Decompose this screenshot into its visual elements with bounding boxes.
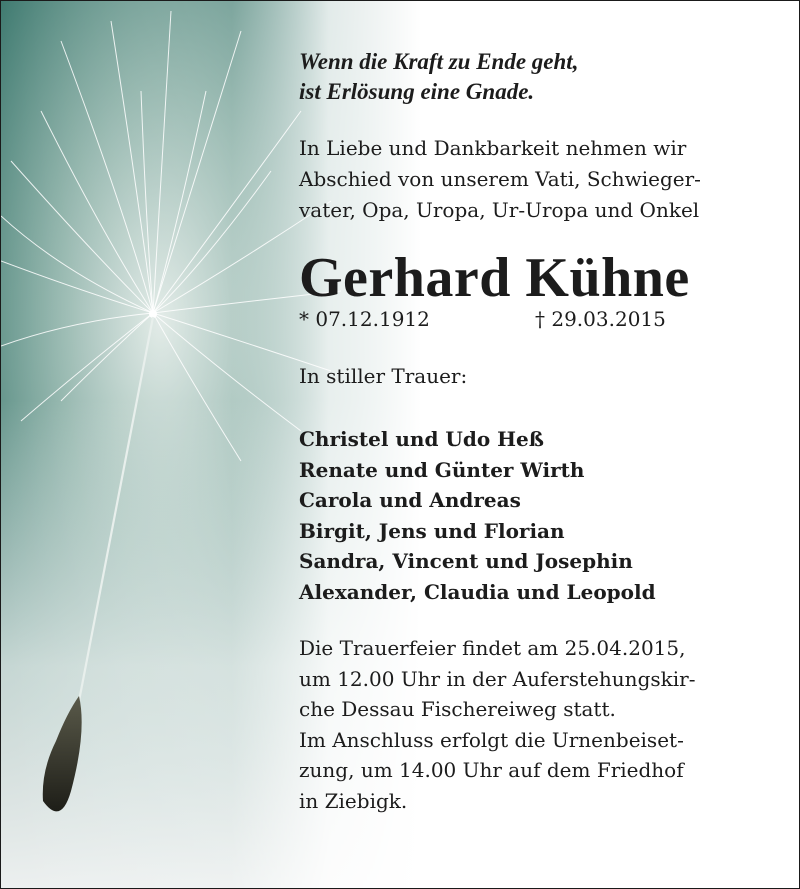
service-line: Im Anschluss erfolgt die Urnenbeiset- <box>299 727 684 752</box>
intro-line: In Liebe und Dankbarkeit nehmen wir <box>299 136 687 160</box>
birth-date: * 07.12.1912 <box>299 307 430 331</box>
seed-head <box>149 310 157 318</box>
family-member: Renate und Günter Wirth <box>299 457 585 482</box>
family-list <box>299 424 779 607</box>
deceased-name: Gerhard Kühne <box>299 247 690 309</box>
motto <box>299 47 779 107</box>
mourning-line: In stiller Trauer: <box>299 364 468 388</box>
service-info <box>299 633 771 816</box>
motto-line: ist Erlösung eine Gnade. <box>299 79 535 104</box>
motto-line: Wenn die Kraft zu Ende geht, <box>299 49 579 74</box>
service-line: che Dessau Fischereiweg statt. <box>299 697 616 721</box>
obituary-text <box>299 47 779 816</box>
family-member: Alexander, Claudia und Leopold <box>299 579 656 604</box>
intro-text <box>299 133 771 226</box>
life-dates <box>299 306 779 332</box>
death-date: † 29.03.2015 <box>535 307 666 331</box>
intro-line: Abschied von unserem Vati, Schwieger- <box>299 167 701 191</box>
service-line: um 12.00 Uhr in der Auferstehungskir- <box>299 666 696 691</box>
family-member: Carola und Andreas <box>299 488 521 512</box>
family-member: Birgit, Jens und Florian <box>299 518 565 543</box>
service-line: Die Trauerfeier findet am 25.04.2015, <box>299 636 686 660</box>
intro-line: vater, Opa, Uropa, Ur-Uropa und Onkel <box>299 198 700 222</box>
service-line: in Ziebigk. <box>299 788 408 813</box>
family-member: Sandra, Vincent und Josephin <box>299 549 633 573</box>
family-member: Christel und Udo Heß <box>299 427 544 451</box>
service-line: zung, um 14.00 Uhr auf dem Friedhof <box>299 758 684 782</box>
